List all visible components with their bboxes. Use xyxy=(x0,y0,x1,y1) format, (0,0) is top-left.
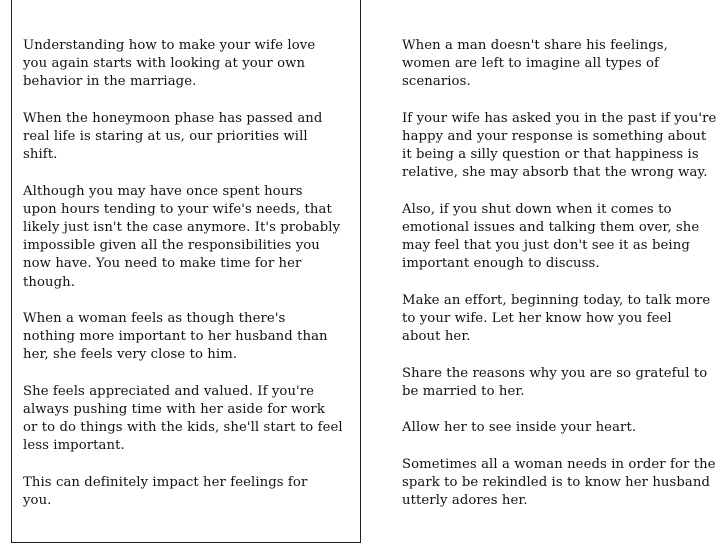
text-line: women are left to imagine all types of xyxy=(402,56,660,72)
paragraph xyxy=(23,110,343,165)
text-line: She feels appreciated and valued. If you're xyxy=(23,383,315,399)
text-line: scenarios. xyxy=(402,74,471,90)
text-line: Also, if you shut down when it comes to xyxy=(402,201,672,217)
text-line: though. xyxy=(23,274,76,290)
text-line: Make an effort, beginning today, to talk more xyxy=(402,292,711,308)
text-line: behavior in the marriage. xyxy=(23,74,197,90)
text-line: When the honeymoon phase has passed and xyxy=(23,110,323,126)
text-line: Understanding how to make your wife love xyxy=(23,38,316,53)
text-line: If your wife has asked you in the past if you're xyxy=(402,110,717,126)
text-line: Allow her to see inside your heart. xyxy=(402,420,637,436)
text-line: spark to be rekindled is to know her husband xyxy=(402,474,711,490)
text-line: now have. You need to make time for her xyxy=(23,256,302,272)
right-column xyxy=(402,37,720,528)
paragraph xyxy=(23,183,343,292)
paragraph xyxy=(23,474,343,510)
text-line: or to do things with the kids, she'll start to feel xyxy=(23,420,343,436)
paragraph xyxy=(402,365,720,401)
text-line: it being a silly question or that happiness is xyxy=(402,147,699,163)
paragraph xyxy=(402,292,720,347)
text-line: Share the reasons why you are so grateful to xyxy=(402,365,708,381)
text-line: you. xyxy=(23,493,52,508)
text-line: always pushing time with her aside for work xyxy=(23,402,325,417)
text-line: her, she feels very close to him. xyxy=(23,347,238,363)
text-line: utterly adores her. xyxy=(402,492,528,508)
text-line: likely just isn't the case anymore. It's probably xyxy=(23,220,341,235)
text-line: upon hours tending to your wife's needs, that xyxy=(23,201,332,217)
text-line: relative, she may absorb that the wrong way. xyxy=(402,165,708,181)
paragraph xyxy=(402,37,720,92)
text-line: nothing more important to her husband than xyxy=(23,329,328,345)
paragraph xyxy=(23,383,343,456)
paragraph xyxy=(23,37,343,92)
paragraph xyxy=(402,419,720,437)
paragraph xyxy=(402,201,720,274)
left-column xyxy=(23,37,343,528)
paragraph xyxy=(23,310,343,365)
text-line: about her. xyxy=(402,329,471,345)
text-line: When a man doesn't share his feelings, xyxy=(402,38,668,53)
text-line: you again starts with looking at your own xyxy=(23,56,306,72)
text-line: happy and your response is something about xyxy=(402,129,707,144)
text-line: Although you may have once spent hours xyxy=(23,183,303,199)
text-line: impossible given all the responsibilities you xyxy=(23,238,320,254)
text-line: may feel that you just don't see it as being xyxy=(402,238,690,254)
text-line: emotional issues and talking them over, she xyxy=(402,220,700,235)
paragraph xyxy=(402,456,720,511)
text-line: shift. xyxy=(23,147,58,163)
text-line: Sometimes all a woman needs in order for the xyxy=(402,456,716,472)
text-line: This can definitely impact her feelings for xyxy=(23,474,308,490)
text-line: less important. xyxy=(23,438,125,454)
text-line: be married to her. xyxy=(402,383,525,399)
text-line: real life is staring at us, our priorities will xyxy=(23,129,308,144)
text-line: to your wife. Let her know how you feel xyxy=(402,311,672,326)
text-line: When a woman feels as though there's xyxy=(23,311,286,326)
paragraph xyxy=(402,110,720,183)
text-line: important enough to discuss. xyxy=(402,256,600,272)
